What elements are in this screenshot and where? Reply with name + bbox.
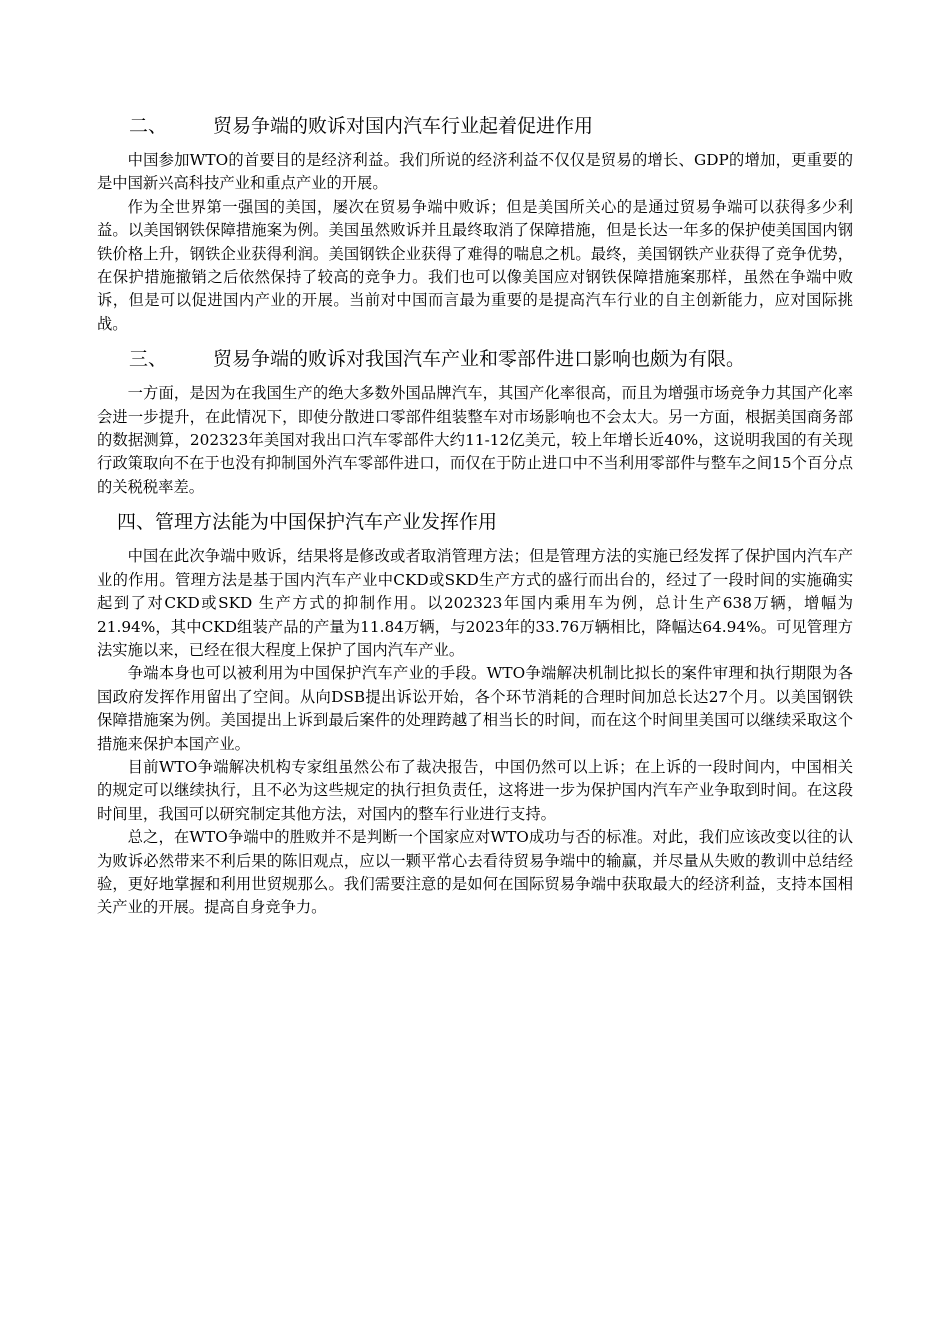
paragraph: 中国参加WTO的首要目的是经济利益。我们所说的经济利益不仅仅是贸易的增长、GDP的增加，更重要的是中国新兴高科技产业和重点产业的开展。	[97, 151, 853, 193]
document-page	[97, 113, 853, 930]
section-number: 三、	[129, 348, 168, 371]
section-number: 四、	[117, 511, 156, 534]
section-3	[97, 346, 853, 499]
paragraph: 作为全世界第一强国的美国，屡次在贸易争端中败诉；但是美国所关心的是通过贸易争端可以获得多少利益。以美国钢铁保障措施案为例。美国虽然败诉并且最终取消了保障措施，但是长达一年多的保护使美国国内钢铁价格上升，钢铁企业获得利润。美国钢铁企业获得了难得的喘息之机。最终，美国钢铁产业获得了竞争优势，在保护措施撤销之后依然保持了较高的竞争力。我们也可以像美国应对钢铁保障措施案那样，虽然在争端中败诉，但是可以促进国内产业的开展。当前对中国而言最为重要的是提高汽车行业的自主创新能力，应对国际挑战。	[97, 197, 853, 333]
section-title: 贸易争端的败诉对国内汽车行业起着促进作用	[213, 115, 594, 137]
paragraph: 目前WTO争端解决机构专家组虽然公布了裁决报告，中国仍然可以上诉；在上诉的一段时间内，中国相关的规定可以继续执行，且不必为这些规定的执行担负责任，这将进一步为保护国内汽车产业争取到时间。在这段时间里，我国可以研究制定其他方法，对国内的整车行业进行支持。	[97, 757, 853, 823]
section-title: 贸易争端的败诉对我国汽车产业和零部件进口影响也颇为有限。	[213, 348, 746, 371]
section-heading	[97, 509, 853, 535]
section-4	[97, 509, 853, 920]
paragraph: 总之，在WTO争端中的胜败并不是判断一个国家应对WTO成功与否的标准。对此，我们应该改变以往的认为败诉必然带来不利后果的陈旧观点，应以一颗平常心去看待贸易争端中的输赢，并尽量从失败的教训中总结经验，更好地掌握和利用世贸规那么。我们需要注意的是如何在国际贸易争端中获取最大的经济利益，支持本国相关产业的开展。提高自身竞争力。	[97, 828, 853, 917]
paragraph: 争端本身也可以被利用为中国保护汽车产业的手段。WTO争端解决机制比拟长的案件审理和执行期限为各国政府发挥作用留出了空间。从向DSB提出诉讼开始，各个环节消耗的合理时间加总长达27个月。以美国钢铁保障措施案为例。美国提出上诉到最后案件的处理跨越了相当长的时间，而在这个时间里美国可以继续采取这个措施来保护本国产业。	[97, 664, 853, 753]
section-number: 二、	[129, 115, 168, 137]
paragraph: 一方面，是因为在我国生产的绝大多数外国品牌汽车，其国产化率很高，而且为增强市场竞争力其国产化率会进一步提升，在此情况下，即使分散进口零部件组装整车对市场影响也不会太大。另一方面，根据美国商务部的数据测算，202323年美国对我出口汽车零部件大约11-12亿美元，较上年增长近40%，这说明我国的有关现行政策取向不在于也没有抑制国外汽车零部件进口，而仅在于防止进口中不当利用零部件与整车之间15个百分点的关税税率差。	[97, 384, 853, 496]
section-2	[97, 113, 853, 336]
section-heading	[97, 113, 853, 139]
paragraph: 中国在此次争端中败诉，结果将是修改或者取消管理方法；但是管理方法的实施已经发挥了保护国内汽车产业的作用。管理方法是基于国内汽车产业中CKD或SKD生产方式的盛行而出台的，经过了一段时间的实施确实起到了对CKD或SKD 生产方式的抑制作用。以202323年国内乘用车为例，总计生产638万辆，增幅为21.94%，其中CKD组装产品的产量为11.84万辆，与2023年的33.76万辆相比，降幅达64.94%。可见管理方法实施以来，已经在很大程度上保护了国内汽车产业。	[97, 547, 853, 659]
section-heading	[97, 346, 853, 372]
section-title: 管理方法能为中国保护汽车产业发挥作用	[155, 511, 498, 534]
